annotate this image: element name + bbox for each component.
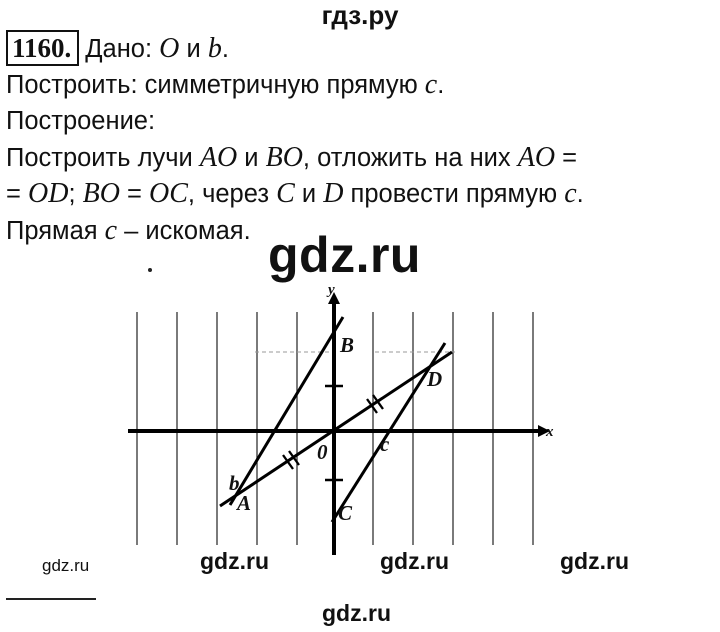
conclusion-line-c: c (104, 214, 118, 246)
math-term: D (323, 178, 344, 209)
math-term: c (564, 178, 577, 209)
watermark-row-1: gdz.ru (200, 548, 269, 574)
math-term: AO (199, 141, 238, 173)
given-point-o: O (159, 33, 180, 64)
construction-title: Построение: (6, 107, 156, 135)
given-and: и (179, 35, 208, 63)
conclusion-rest: – искомая. (117, 216, 251, 245)
point-c-label: C (338, 501, 353, 525)
text-run: . (576, 180, 584, 208)
watermark-main: gdz.ru (268, 227, 421, 283)
math-term: OC (149, 178, 188, 209)
math-term: BO (82, 178, 120, 209)
line-b-label: b (229, 471, 240, 495)
task-text: Построить: симметричную прямую (6, 70, 425, 99)
watermark-small: gdz.ru (42, 556, 90, 575)
given-line-b: b (207, 33, 222, 64)
watermark-row-2: gdz.ru (380, 548, 449, 574)
task-end: . (437, 70, 445, 99)
text-run: ; (68, 180, 83, 208)
task-line-c: c (424, 68, 438, 100)
y-axis-label: y (328, 282, 335, 298)
text-run: = (6, 180, 28, 208)
point-d-label: D (427, 367, 443, 391)
math-term: C (276, 178, 295, 209)
problem-number: 1160. (6, 30, 79, 66)
given-end: . (221, 35, 229, 63)
point-b-label: B (340, 333, 355, 357)
stray-dot (148, 268, 152, 272)
conclusion-prefix: Прямая (6, 216, 105, 245)
line-c-label: c (380, 432, 390, 456)
text-run: , через (187, 180, 277, 208)
text-run: , отложить на них (302, 143, 518, 172)
math-term: AO (517, 141, 556, 173)
text-run: = (555, 143, 578, 172)
origin-label: 0 (317, 440, 328, 464)
line-b (230, 317, 343, 505)
text-run: провести прямую (343, 180, 565, 208)
site-header: гдз.ру (321, 0, 399, 30)
math-term: OD (27, 178, 69, 209)
text-run: и (237, 143, 266, 172)
text-run: и (294, 180, 324, 208)
text-run: Построить лучи (6, 143, 200, 172)
text-run: = (119, 180, 149, 208)
point-a-label: A (237, 491, 252, 515)
math-term: BO (265, 141, 303, 173)
divider (6, 598, 96, 600)
watermark-bottom: gdz.ru (322, 600, 391, 626)
given-prefix: Дано: (85, 35, 160, 63)
watermark-row-3: gdz.ru (560, 548, 629, 574)
x-axis-label: x (546, 424, 554, 440)
